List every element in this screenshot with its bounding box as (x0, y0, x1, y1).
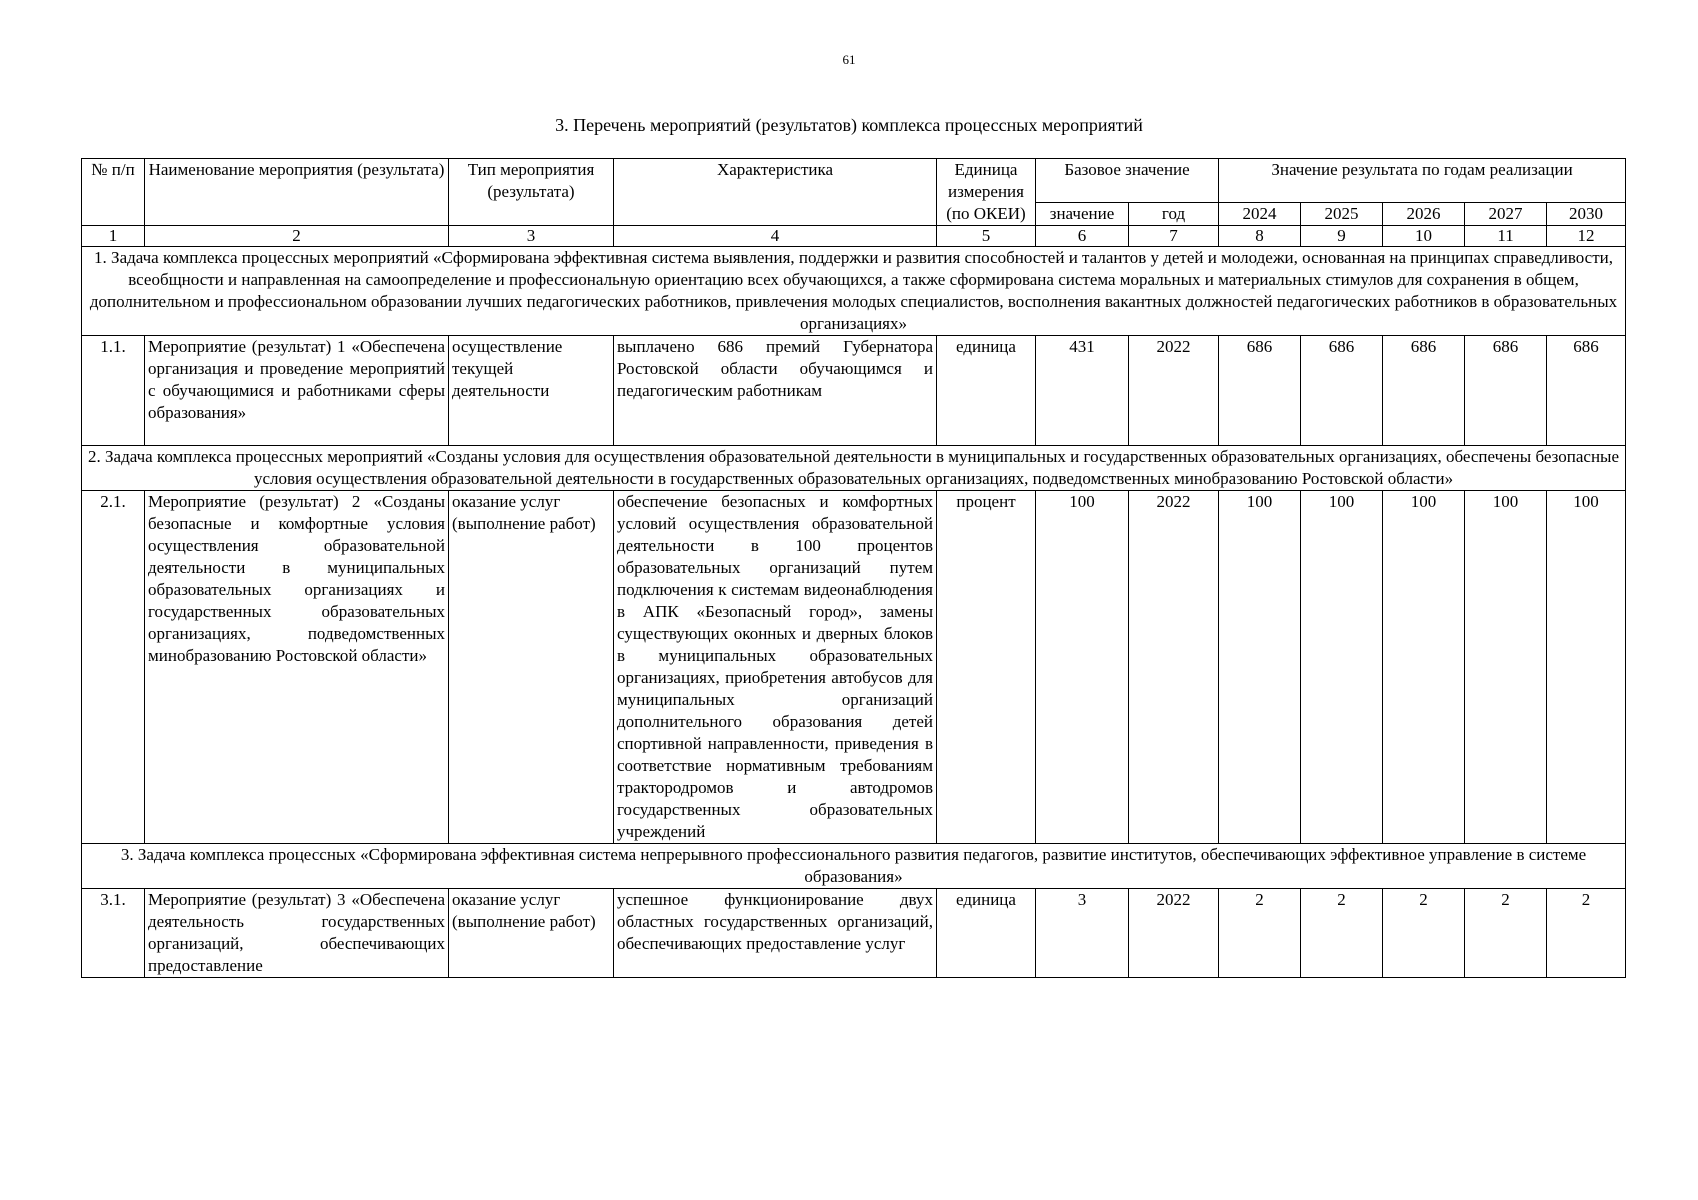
table-row (82, 491, 1626, 844)
column-number: 7 (1129, 226, 1219, 247)
task-row (82, 446, 1626, 491)
row-value: 2 (1301, 889, 1383, 978)
header-characteristic: Характеристика (614, 159, 937, 226)
row-base-year: 2022 (1129, 889, 1219, 978)
header-year: 2030 (1547, 203, 1626, 226)
header-unit: Единица измерения (по ОКЕИ) (937, 159, 1036, 226)
row-num: 1.1. (82, 336, 145, 446)
row-base-value: 3 (1036, 889, 1129, 978)
header-base: Базовое значение (1036, 159, 1219, 203)
task-title: 1. Задача комплекса процессных мероприятий «Сформирована эффективная система выявления, поддержки и развития способностей и талантов у детей и молодежи, основанная на принципах справедливости, всеобщности и направленная на самоопределение и профессиональную ориентацию всех обучающихся, а также сформирована система моральных и материальных стимулов для сохранения в общем, дополнительном и профессиональном образовании лучших педагогических работников, привлечения молодых специалистов, восполнения вакантных должностей педагогических работников в образовательных организациях» (82, 247, 1626, 336)
row-value: 2 (1465, 889, 1547, 978)
row-characteristic: обеспечение безопасных и комфортных условий осуществления образовательной деятельности в 100 процентов образовательных организаций путем подключения к системам видеонаблюдения в АПК «Безопасный город», замены существующих оконных и дверных блоков в муниципальных образовательных организациях, приобретения автобусов для муниципальных организаций дополнительного образования детей спортивной направленности, приведения в соответствие нормативным требованиям трактородромов и автодромов государственных образовательных учреждений (614, 491, 937, 844)
header-year: 2027 (1465, 203, 1547, 226)
header-result: Значение результата по годам реализации (1219, 159, 1626, 203)
header-row (82, 159, 1626, 203)
row-base-value: 100 (1036, 491, 1129, 844)
column-number: 10 (1383, 226, 1465, 247)
row-name: Мероприятие (результат) 1 «Обеспечена организация и проведение мероприятий с обучающимися и работниками сферы образования» (145, 336, 449, 446)
header-base-year: год (1129, 203, 1219, 226)
column-number: 9 (1301, 226, 1383, 247)
row-unit: единица (937, 889, 1036, 978)
column-number: 12 (1547, 226, 1626, 247)
row-unit: процент (937, 491, 1036, 844)
table-row (82, 889, 1626, 978)
measures-table (81, 158, 1626, 978)
column-number: 8 (1219, 226, 1301, 247)
row-num: 3.1. (82, 889, 145, 978)
column-number: 1 (82, 226, 145, 247)
row-value: 100 (1465, 491, 1547, 844)
row-value: 686 (1383, 336, 1465, 446)
table-row (82, 336, 1626, 446)
header-year: 2026 (1383, 203, 1465, 226)
row-name: Мероприятие (результат) 2 «Созданы безопасные и комфортные условия осуществления образовательной деятельности в муниципальных образовательных организациях и государственных образовательных организациях, подведомственных минобразованию Ростовской области» (145, 491, 449, 844)
row-value: 686 (1547, 336, 1626, 446)
row-base-value: 431 (1036, 336, 1129, 446)
column-number: 11 (1465, 226, 1547, 247)
row-value: 686 (1219, 336, 1301, 446)
header-year: 2025 (1301, 203, 1383, 226)
row-value: 100 (1547, 491, 1626, 844)
row-characteristic: выплачено 686 премий Губернатора Ростовской области обучающимся и педагогическим работникам (614, 336, 937, 446)
row-value: 100 (1219, 491, 1301, 844)
row-type: оказание услуг (выполнение работ) (449, 889, 614, 978)
row-unit: единица (937, 336, 1036, 446)
task-row (82, 844, 1626, 889)
document-title: 3. Перечень мероприятий (результатов) комплекса процессных мероприятий (555, 115, 1143, 135)
column-number: 5 (937, 226, 1036, 247)
column-number: 4 (614, 226, 937, 247)
row-num: 2.1. (82, 491, 145, 844)
row-type: оказание услуг (выполнение работ) (449, 491, 614, 844)
row-value: 100 (1383, 491, 1465, 844)
row-value: 100 (1301, 491, 1383, 844)
column-number: 6 (1036, 226, 1129, 247)
row-base-year: 2022 (1129, 336, 1219, 446)
row-characteristic: успешное функционирование двух областных государственных организаций, обеспечивающих предоставление услуг (614, 889, 937, 978)
header-num: № п/п (82, 159, 145, 226)
row-value: 2 (1383, 889, 1465, 978)
task-title: 3. Задача комплекса процессных «Сформирована эффективная система непрерывного профессионального развития педагогов, развитие институтов, обеспечивающих эффективное управление в системе образования» (82, 844, 1626, 889)
task-title: 2. Задача комплекса процессных мероприятий «Созданы условия для осуществления образовательной деятельности в муниципальных и государственных образовательных организациях, обеспечены безопасные условия осуществления образовательной деятельности в государственных образовательных организациях, подведомственных минобразованию Ростовской области» (82, 446, 1626, 491)
task-row (82, 247, 1626, 336)
row-base-year: 2022 (1129, 491, 1219, 844)
row-type: осуществление текущей деятельности (449, 336, 614, 446)
row-value: 686 (1465, 336, 1547, 446)
header-year: 2024 (1219, 203, 1301, 226)
page-number: 61 (842, 52, 856, 67)
column-number: 2 (145, 226, 449, 247)
row-value: 2 (1547, 889, 1626, 978)
row-name: Мероприятие (результат) 3 «Обеспечена деятельность государственных организаций, обеспечивающих предоставление (145, 889, 449, 978)
row-value: 686 (1301, 336, 1383, 446)
column-number: 3 (449, 226, 614, 247)
column-number-row (82, 226, 1626, 247)
row-value: 2 (1219, 889, 1301, 978)
header-name: Наименование мероприятия (результата) (145, 159, 449, 226)
header-type: Тип мероприятия (результата) (449, 159, 614, 226)
header-base-value: значение (1036, 203, 1129, 226)
